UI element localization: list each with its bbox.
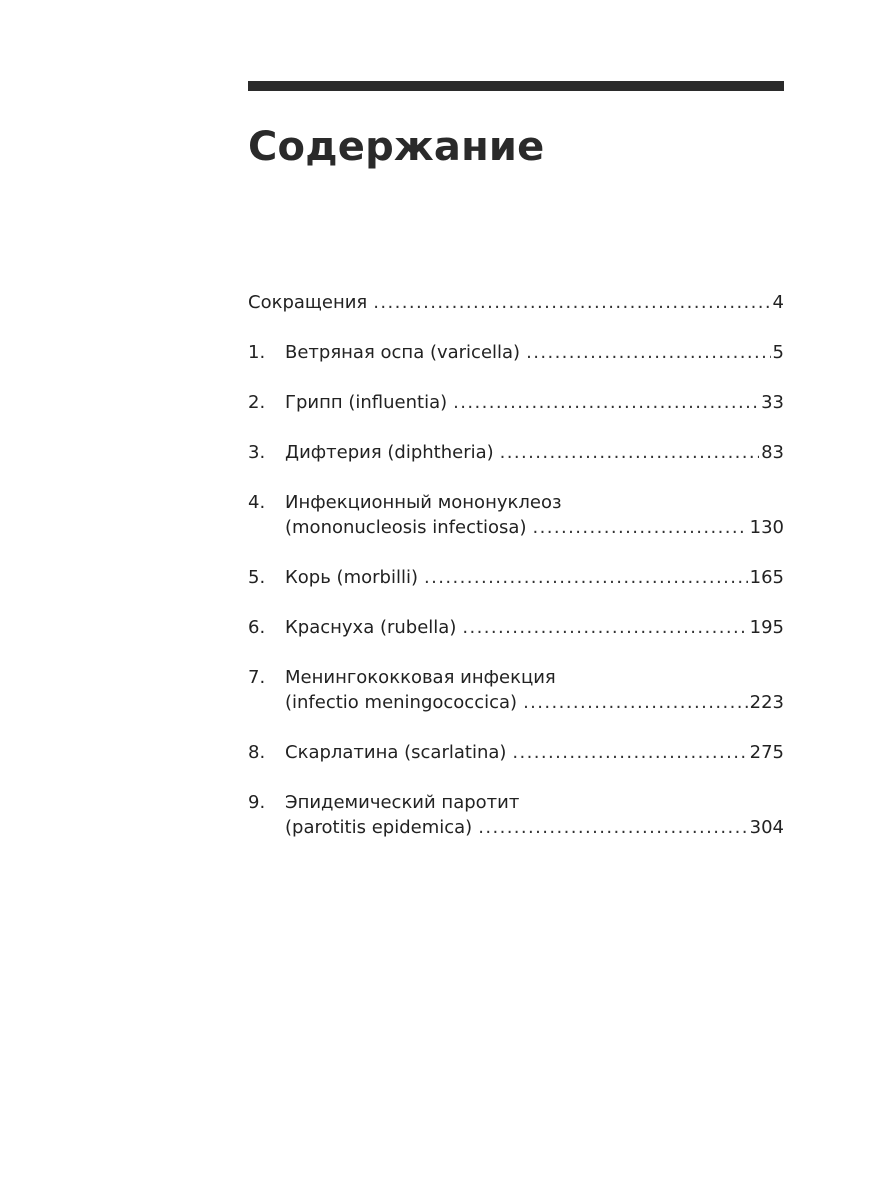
toc-entry-title: Дифтерия (diphtheria)	[285, 442, 494, 463]
dot-leader	[523, 690, 748, 715]
toc-entry-chapter-4[interactable]	[248, 490, 784, 540]
toc-entry-body	[285, 790, 784, 840]
page-title: Содержание	[248, 124, 545, 170]
toc-entry-title: Эпидемический паротит	[285, 792, 520, 813]
toc-line	[285, 515, 784, 540]
toc-entry-body	[285, 440, 784, 465]
dot-leader	[462, 615, 747, 640]
chapter-number: 7.	[248, 667, 266, 688]
toc-page-number: 33	[761, 392, 784, 413]
toc-entry-title: Краснуха (rubella)	[285, 617, 457, 638]
toc-page-number: 130	[749, 517, 784, 538]
toc-entry-chapter-8[interactable]	[248, 740, 784, 765]
toc-entry-title-latin: (mononucleosis infectiosa)	[285, 517, 527, 538]
toc-line	[285, 740, 784, 765]
toc-line	[285, 665, 784, 690]
toc-entry-body	[285, 740, 784, 765]
toc-entry-body	[285, 615, 784, 640]
chapter-number: 8.	[248, 742, 266, 763]
toc-line	[285, 490, 784, 515]
toc-entry-body	[285, 390, 784, 415]
toc-entry-title: Скарлатина (scarlatina)	[285, 742, 507, 763]
contents-page	[248, 81, 784, 838]
dot-leader	[526, 340, 770, 365]
dot-leader	[533, 515, 748, 540]
top-rule	[248, 81, 784, 91]
toc-line	[285, 690, 784, 715]
chapter-number: 3.	[248, 442, 266, 463]
table-of-contents	[248, 290, 784, 865]
toc-entry-chapter-3[interactable]	[248, 440, 784, 465]
toc-entry-body	[285, 665, 784, 715]
toc-entry-title: Менингококковая инфекция	[285, 667, 556, 688]
chapter-number: 9.	[248, 792, 266, 813]
toc-line	[285, 340, 784, 365]
toc-entry-body	[285, 565, 784, 590]
chapter-number: 2.	[248, 392, 266, 413]
toc-page-number: 4	[772, 292, 784, 313]
chapter-number: 5.	[248, 567, 266, 588]
toc-entry-abbreviations[interactable]	[248, 290, 784, 315]
toc-entry-title: Грипп (influentia)	[285, 392, 448, 413]
chapter-number: 1.	[248, 342, 266, 363]
dot-leader	[373, 290, 770, 315]
toc-page-number: 5	[772, 342, 784, 363]
toc-page-number: 223	[749, 692, 784, 713]
toc-entry-chapter-2[interactable]	[248, 390, 784, 415]
toc-entry-title-latin: (parotitis epidemica)	[285, 817, 473, 838]
chapter-number: 6.	[248, 617, 266, 638]
toc-entry-chapter-7[interactable]	[248, 665, 784, 715]
toc-entry-title: Инфекционный мононуклеоз	[285, 492, 562, 513]
chapter-number: 4.	[248, 492, 266, 513]
dot-leader	[478, 815, 747, 840]
dot-leader	[512, 740, 747, 765]
toc-page-number: 275	[749, 742, 784, 763]
toc-page-number: 83	[761, 442, 784, 463]
dot-leader	[453, 390, 759, 415]
toc-line	[285, 565, 784, 590]
toc-entry-title-latin: (infectio meningococcica)	[285, 692, 518, 713]
toc-entry-chapter-6[interactable]	[248, 615, 784, 640]
toc-entry-body	[248, 290, 784, 315]
toc-entry-chapter-9[interactable]	[248, 790, 784, 840]
toc-line	[285, 440, 784, 465]
toc-line	[248, 290, 784, 315]
toc-entry-body	[285, 340, 784, 365]
toc-entry-title: Корь (morbilli)	[285, 567, 418, 588]
toc-entry-title: Ветряная оспа (varicella)	[285, 342, 521, 363]
toc-entry-title: Сокращения	[248, 292, 368, 313]
toc-line	[285, 615, 784, 640]
dot-leader	[500, 440, 759, 465]
toc-entry-body	[285, 490, 784, 540]
toc-page-number: 165	[749, 567, 784, 588]
toc-line	[285, 790, 784, 815]
toc-page-number: 195	[749, 617, 784, 638]
toc-entry-chapter-1[interactable]	[248, 340, 784, 365]
dot-leader	[424, 565, 748, 590]
toc-line	[285, 815, 784, 840]
toc-line	[285, 390, 784, 415]
toc-entry-chapter-5[interactable]	[248, 565, 784, 590]
toc-page-number: 304	[749, 817, 784, 838]
